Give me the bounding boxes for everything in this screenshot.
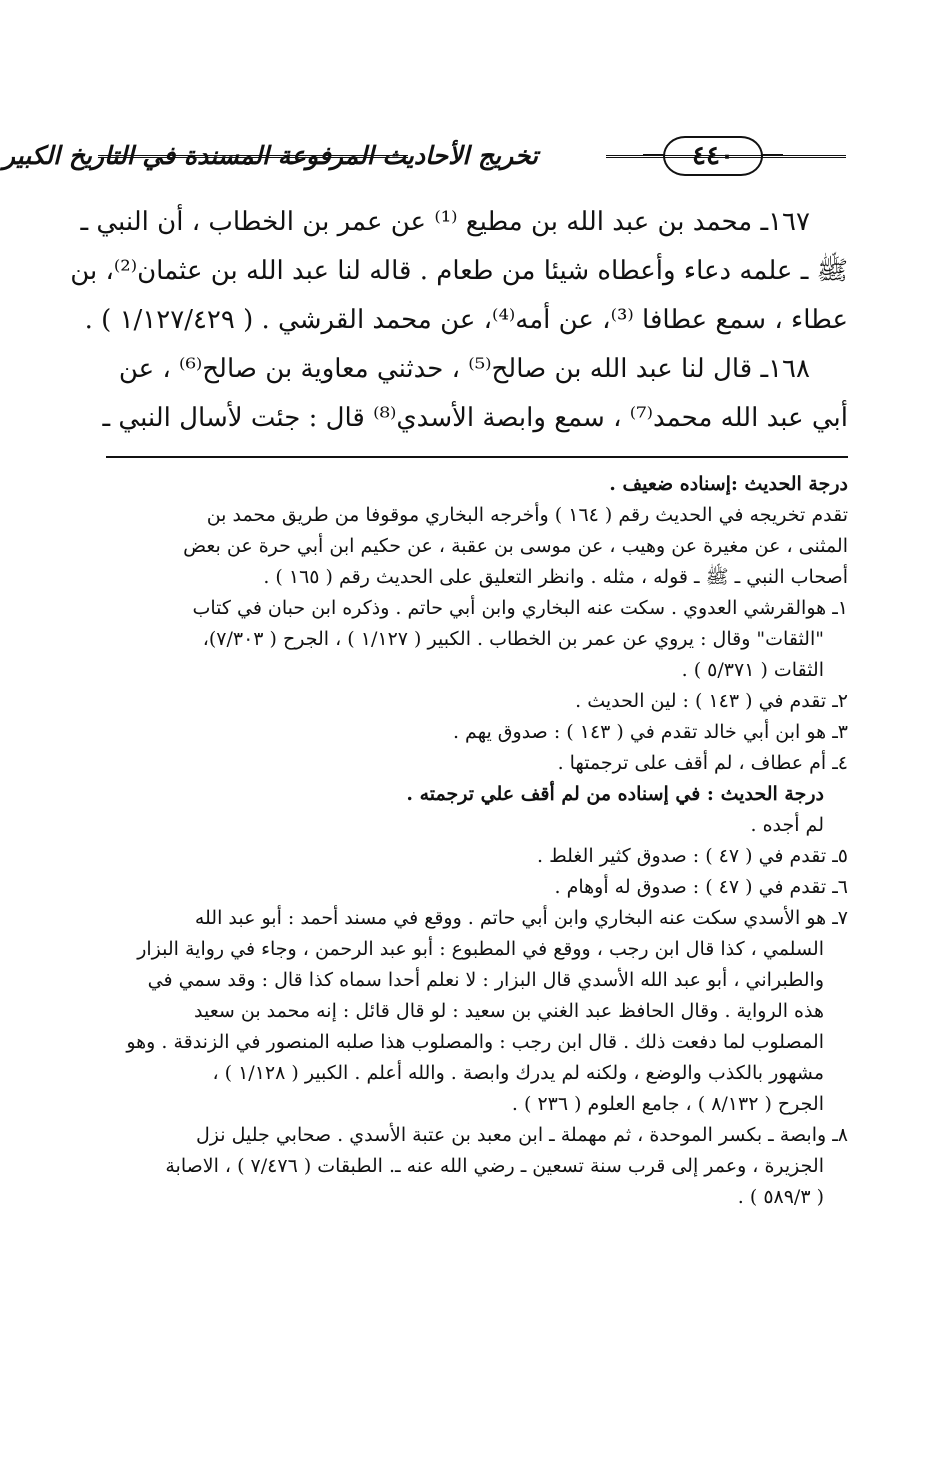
hadith-line: عطاء ، سمع عطافا ⁽³⁾، عن أمه⁽⁴⁾، عن محمد القرشي . ( ١/١٢٧/٤٢٩ ) .	[84, 305, 848, 335]
footnote-line: والطبراني ، أبو عبد الله الأسدي قال البزار : لا نعلم أحدا سماه كذا قال : وقد سمي في	[147, 969, 824, 991]
hadith-text	[70, 198, 848, 443]
footnote-line: الجزيرة ، وعمر إلى قرب سنة تسعين ـ رضي الله عنه ـ. الطبقات ( ٧/٤٧٦ ) ، الاصابة	[165, 1155, 824, 1177]
hadith-line: ١٦٧ـ محمد بن عبد الله بن مطيع ⁽¹⁾ عن عمر بن الخطاب ، أن النبي ـ	[80, 207, 810, 237]
footnote-7: ٧ـ هو الأسدي سكت عنه البخاري وابن أبي حاتم . ووقع في مسند أحمد : أبو عبد الله	[194, 907, 848, 929]
footnote-line: تقدم تخريجه في الحديث رقم ( ١٦٤ ) وأخرجه البخاري موقوفا من طريق محمد بن	[206, 504, 848, 526]
footnote-line: لم أجده .	[750, 814, 824, 836]
hadith-grade: درجة الحديث : في إسناده من لم أقف علي ترجمته .	[406, 783, 824, 805]
hadith-line: ﷺ ـ علمه دعاء وأعطاه شيئا من طعام . قاله لنا عبد الله بن عثمان⁽²⁾، بن	[70, 256, 848, 286]
footnote-4: ٤ـ أم عطاف ، لم أقف على ترجمتها .	[557, 752, 848, 774]
page-number: ٤٤٠	[692, 141, 734, 171]
hadith-grade: درجة الحديث :إسناده ضعيف .	[609, 473, 848, 495]
footnote-line: أصحاب النبي ـ ﷺ ـ قوله ، مثله . وانظر التعليق على الحديث رقم ( ١٦٥ ) .	[263, 566, 848, 588]
footnote-line: الجرح ( ٨/١٣٢ ) ، جامع العلوم ( ٢٣٦ ) .	[511, 1093, 824, 1115]
footnote-line: مشهور بالكذب والوضع ، ولكنه لم يدرك وابصة . والله أعلم . الكبير ( ١/١٢٨ ) ،	[212, 1062, 824, 1084]
footnote-line: ( ٥٨٩/٣ ) .	[737, 1186, 824, 1208]
footnote-separator	[106, 456, 848, 458]
page-number-frame	[663, 136, 763, 176]
footnote-line: "الثقات" وقال : يروي عن عمر بن الخطاب . الكبير ( ١/١٢٧ ) ، الجرح ( ٧/٣٠٣)،	[202, 628, 824, 650]
hadith-line: أبي عبد الله محمد⁽⁷⁾ ، سمع وابصة الأسدي⁽⁸⁾ قال : جئت لأسال النبي ـ	[102, 403, 848, 433]
footnote-line: السلمي ، كذا قال ابن رجب ، ووقع في المطبوع : أبو عبد الرحمن ، وجاء في رواية البزار	[137, 938, 824, 960]
footnote-2: ٢ـ تقدم في ( ١٤٣ ) : لين الحديث .	[575, 690, 848, 712]
footnote-1: ١ـ هوالقرشي العدوي . سكت عنه البخاري وابن أبي حاتم . وذكره ابن حبان في كتاب	[192, 597, 848, 619]
footnote-6: ٦ـ تقدم في ( ٤٧ ) : صدوق له أوهام .	[554, 876, 848, 898]
footnote-line: المصلوب لما دفعت ذلك . قال ابن رجب : والمصلوب هذا صلبه المنصور في الزندقة . وهو	[126, 1031, 824, 1053]
hadith-line: ١٦٨ـ قال لنا عبد الله بن صالح⁽⁵⁾ ، حدثني معاوية بن صالح⁽⁶⁾ ، عن	[118, 354, 810, 384]
footnote-line: الثقات ( ٥/٣٧١ ) .	[681, 659, 824, 681]
running-header	[2, 128, 846, 194]
footnote-8: ٨ـ وابصة ـ بكسر الموحدة ، ثم مهملة ـ ابن معبد بن عتبة الأسدي . صحابي جليل نزل	[196, 1124, 848, 1146]
footnotes	[104, 468, 848, 1213]
footnote-line: هذه الرواية . وقال الحافظ عبد الغني بن سعيد : لو قال قائل : إنه محمد بن سعيد	[194, 1000, 824, 1022]
footnote-line: المثنى ، عن مغيرة عن وهيب ، عن موسى بن عقبة ، عن حكيم ابن أبي حرة عن بعض	[183, 535, 848, 557]
header-title: تخريج الأحاديث المرفوعة المسندة في التاريخ الكبير	[2, 141, 538, 170]
footnote-3: ٣ـ هو ابن أبي خالد تقدم في ( ١٤٣ ) : صدوق يهم .	[452, 721, 848, 743]
footnote-5: ٥ـ تقدم في ( ٤٧ ) : صدوق كثير الغلط .	[536, 845, 848, 867]
